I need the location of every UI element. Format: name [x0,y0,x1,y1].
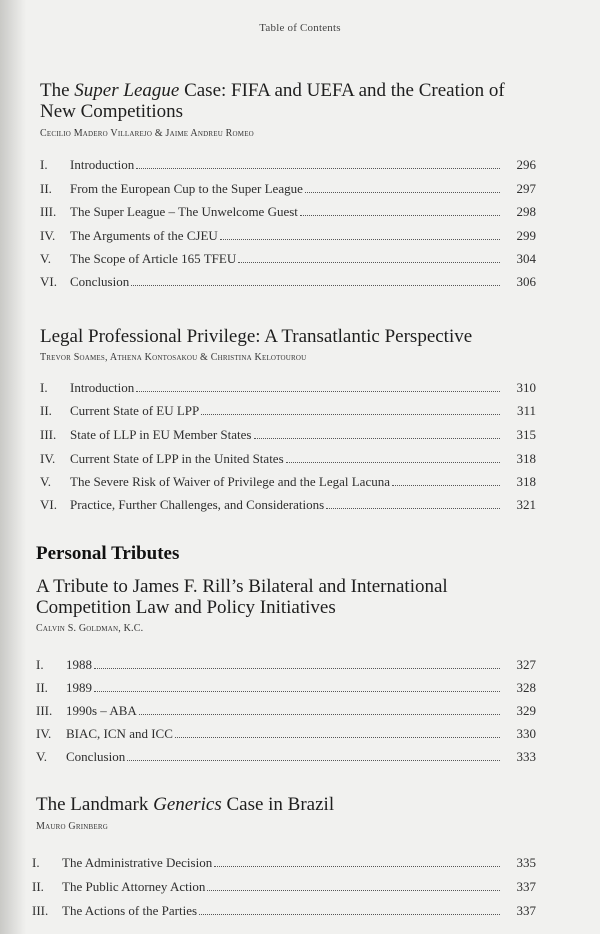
toc-entry: III. The Super League – The Unwelcome Guest 298 [40,204,536,219]
page-edge-shadow [0,0,26,934]
article-authors: Calvin S. Goldman, K.C. [36,623,144,634]
article-title-legal-privilege: Legal Professional Privilege: A Transatlantic Perspective [40,326,473,347]
section-heading-personal-tributes: Personal Tributes [36,543,180,564]
toc-entry: V. Conclusion 333 [36,749,536,764]
toc-entry: I. 1988 327 [36,657,536,672]
article-authors: Trevor Soames, Athena Kontosakou & Christina Kelotourou [40,352,307,363]
toc-entry: VI. Practice, Further Challenges, and Considerations 321 [40,497,536,512]
toc-entry: V. The Scope of Article 165 TFEU 304 [40,251,536,266]
toc-entry: II. From the European Cup to the Super League 297 [40,181,536,196]
toc-entry: VI. Conclusion 306 [40,274,536,289]
article-authors: Mauro Grinberg [36,821,108,832]
article-title-generics-brazil: The Landmark Generics Case in Brazil [36,794,335,815]
running-head: Table of Contents [259,22,341,34]
article-authors: Cecilio Madero Villarejo & Jaime Andreu Romeo [40,128,254,139]
toc-entry: I. The Administrative Decision 335 [32,855,536,870]
toc-entry: II. 1989 328 [36,680,536,695]
toc-entry: IV. BIAC, ICN and ICC 330 [36,726,536,741]
toc-entry: II. The Public Attorney Action 337 [32,879,536,894]
toc-entry: III. State of LLP in EU Member States 315 [40,427,536,442]
toc-entry: II. Current State of EU LPP 311 [40,403,536,418]
toc-entry: III. The Actions of the Parties 337 [32,903,536,918]
toc-entry: I. Introduction 296 [40,157,536,172]
toc-entry: IV. The Arguments of the CJEU 299 [40,228,536,243]
toc-entry: V. The Severe Risk of Waiver of Privilege and the Legal Lacuna 318 [40,474,536,489]
toc-entry: III. 1990s – ABA 329 [36,703,536,718]
article-title-rill-tribute: A Tribute to James F. Rill’s Bilateral and International Competition Law and Policy Initiatives [36,576,448,618]
toc-entry: I. Introduction 310 [40,380,536,395]
toc-entry: IV. Current State of LPP in the United States 318 [40,451,536,466]
article-title-super-league: The Super League Case: FIFA and UEFA and the Creation of New Competitions [40,80,505,122]
